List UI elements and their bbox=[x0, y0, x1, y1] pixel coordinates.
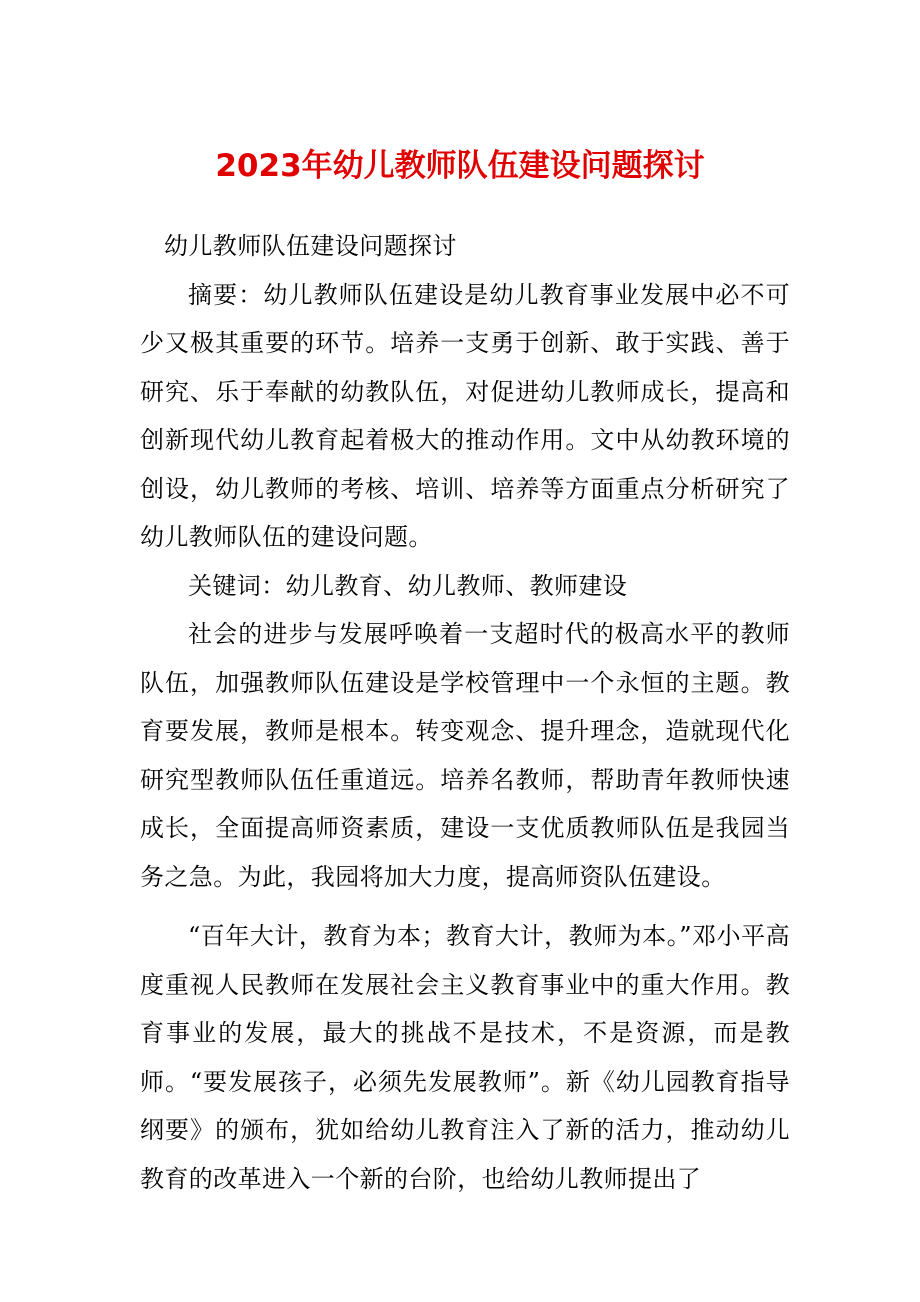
keywords-paragraph: 关键词：幼儿教育、幼儿教师、教师建设 bbox=[188, 571, 628, 600]
document-body bbox=[140, 222, 790, 1203]
document-title: 2023年幼儿教师队伍建设问题探讨 bbox=[215, 148, 705, 184]
document-subtitle: 幼儿教师队伍建设问题探讨 bbox=[164, 232, 457, 260]
abstract-paragraph: 摘要：幼儿教师队伍建设是幼儿教育事业发展中必不可少又极其重要的环节。培养一支勇于创新、敢于实践、善于研究、乐于奉献的幼教队伍，对促进幼儿教师成长，提高和创新现代幼儿教育起着极大的推动作用。文中从幼教环境的创设，幼儿教师的考核、培训、培养等方面重点分析研究了幼儿教师队伍的建设问题。 bbox=[140, 280, 790, 551]
body-paragraph: 社会的进步与发展呼唤着一支超时代的极高水平的教师队伍，加强教师队伍建设是学校管理中一个永恒的主题。教育要发展，教师是根本。转变观念、提升理念，造就现代化研究型教师队伍任重道远。培养名教师，帮助青年教师快速成长，全面提高师资素质，建设一支优质教师队伍是我园当务之急。为此，我园将加大力度，提高师资队伍建设。 bbox=[140, 620, 790, 891]
body-paragraph: “百年大计，教育为本；教育大计，教师为本。”邓小平高度重视人民教师在发展社会主义教育事业中的重大作用。教育事业的发展，最大的挑战不是技术，不是资源，而是教师。“要发展孩子，必须先发展教师”。新《幼儿园教育指导纲要》的颁布，犹如给幼儿教育注入了新的活力，推动幼儿教育的改革进入一个新的台阶，也给幼儿教师提出了 bbox=[140, 922, 790, 1193]
